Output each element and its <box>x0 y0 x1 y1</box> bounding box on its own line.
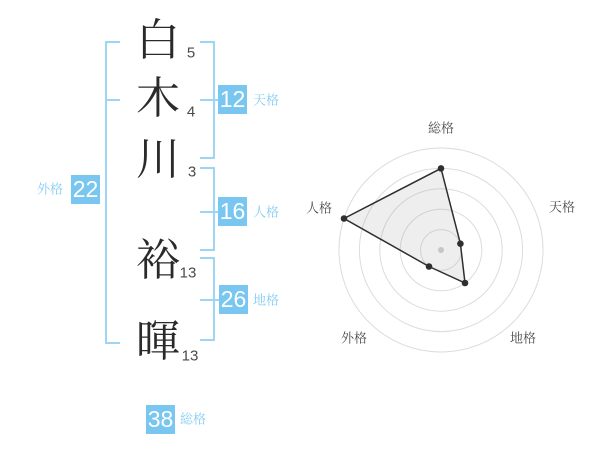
soukaku-value-badge: 38 <box>147 406 174 432</box>
tenkaku-value-badge: 12 <box>219 86 246 112</box>
radar-axis-label-5: 人格 <box>305 200 333 216</box>
radar-axis-label-4: 外格 <box>340 330 368 346</box>
radar-axis-label-2: 天格 <box>548 199 576 215</box>
name-char-3: 川 <box>136 135 180 184</box>
radar-data-point <box>462 280 469 287</box>
soukaku-label: 総格 <box>180 411 207 427</box>
name-char-4: 裕 <box>136 236 180 285</box>
radar-axis-label-3: 地格 <box>509 330 537 346</box>
name-char-1: 白 <box>136 16 180 65</box>
stroke-count-5: 13 <box>181 347 199 365</box>
radar-data-point <box>341 215 348 222</box>
radar-data-point <box>438 165 445 172</box>
stroke-count-3: 3 <box>187 163 197 181</box>
gaikaku-value-badge: 22 <box>72 176 99 202</box>
stroke-count-2: 4 <box>186 103 196 121</box>
radar-axis-label-1: 総格 <box>427 120 455 136</box>
radar-center-dot <box>438 247 444 253</box>
stroke-count-1: 5 <box>186 44 196 62</box>
jinkaku-value-badge: 16 <box>219 198 246 224</box>
stroke-count-4: 13 <box>179 264 197 282</box>
radar-data-point <box>426 263 433 270</box>
chikaku-label: 地格 <box>253 292 280 308</box>
gaikaku-label: 外格 <box>36 181 63 197</box>
chikaku-value-badge: 26 <box>220 286 247 312</box>
tenkaku-label: 天格 <box>253 92 280 108</box>
radar-data-point <box>457 240 464 247</box>
name-char-2: 木 <box>136 74 180 123</box>
name-char-5: 暉 <box>136 317 180 366</box>
jinkaku-label: 人格 <box>253 204 280 220</box>
